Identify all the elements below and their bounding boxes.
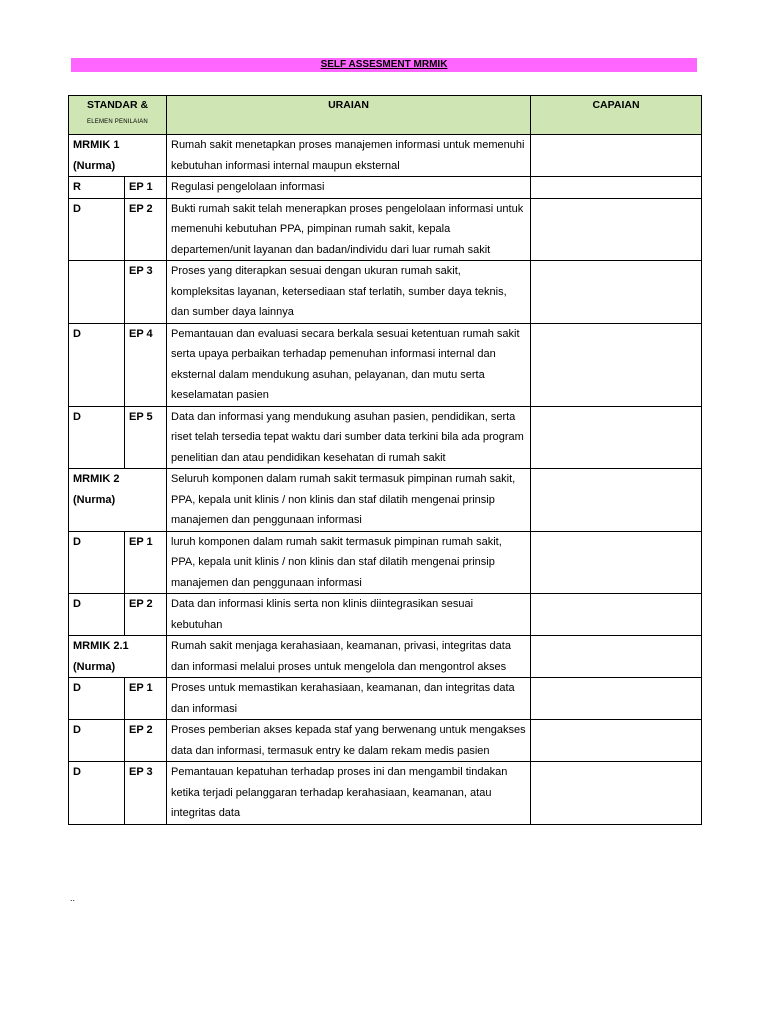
category-cell: R [69, 177, 125, 199]
standard-code: MRMIK 2.1 [73, 640, 129, 652]
capaian-cell[interactable] [531, 678, 702, 720]
standard-code: MRMIK 1 [73, 139, 120, 151]
uraian-cell: Proses untuk memastikan kerahasiaan, keamanan, dan integritas data dan informasi [167, 678, 531, 720]
capaian-cell[interactable] [531, 177, 702, 199]
header-standar-label: STANDAR & [86, 99, 149, 111]
capaian-cell[interactable] [531, 198, 702, 261]
ep-cell: EP 2 [125, 720, 167, 762]
category-cell: D [69, 720, 125, 762]
header-standar-sub: ELEMEN PENILAIAN [87, 119, 148, 125]
standard-row [69, 135, 702, 177]
element-row [69, 261, 702, 324]
category-cell: D [69, 531, 125, 594]
element-row [69, 177, 702, 199]
standard-code-cell [69, 469, 167, 532]
standard-assignee: (Nurma) [73, 159, 116, 172]
standard-code-cell [69, 135, 167, 177]
uraian-cell: Data dan informasi klinis serta non klinis diintegrasikan sesuai kebutuhan [167, 594, 531, 636]
trailing-mark: .. [70, 893, 76, 903]
standard-assignee: (Nurma) [73, 660, 116, 673]
category-cell: D [69, 406, 125, 469]
ep-cell: EP 1 [125, 678, 167, 720]
category-cell: D [69, 594, 125, 636]
category-cell: D [69, 678, 125, 720]
capaian-cell[interactable] [531, 469, 702, 532]
capaian-cell[interactable] [531, 323, 702, 406]
uraian-cell: Proses pemberian akses kepada staf yang berwenang untuk mengakses data dan informasi, termasuk entry ke dalam rekam medis pasien [167, 720, 531, 762]
document-title: SELF ASSESMENT MRMIK [71, 58, 697, 72]
capaian-cell[interactable] [531, 636, 702, 678]
table-header-row [69, 96, 702, 135]
category-cell: D [69, 323, 125, 406]
standard-code-cell [69, 636, 167, 678]
element-row [69, 720, 702, 762]
ep-cell: EP 3 [125, 261, 167, 324]
ep-cell: EP 1 [125, 531, 167, 594]
standard-code: MRMIK 2 [73, 473, 120, 485]
element-row [69, 198, 702, 261]
capaian-cell[interactable] [531, 720, 702, 762]
uraian-cell: luruh komponen dalam rumah sakit termasuk pimpinan rumah sakit, PPA, kepala unit klinis / non klinis dan staf dilatih mengenai prinsip manajemen dan penggunaan informasi [167, 531, 531, 594]
header-capaian: CAPAIAN [531, 96, 702, 135]
ep-cell: EP 5 [125, 406, 167, 469]
uraian-cell: Seluruh komponen dalam rumah sakit termasuk pimpinan rumah sakit, PPA, kepala unit klinis / non klinis dan staf dilatih mengenai prinsip manajemen dan penggunaan informasi [167, 469, 531, 532]
uraian-cell: Pemantauan dan evaluasi secara berkala sesuai ketentuan rumah sakit serta upaya perbaikan terhadap pemenuhan informasi internal dan eksternal dalam mendukung asuhan, pelayanan, dan mutu serta keselamatan pasien [167, 323, 531, 406]
capaian-cell[interactable] [531, 406, 702, 469]
capaian-cell[interactable] [531, 594, 702, 636]
category-cell: D [69, 762, 125, 825]
capaian-cell[interactable] [531, 531, 702, 594]
element-row [69, 531, 702, 594]
standard-row [69, 469, 702, 532]
category-cell [69, 261, 125, 324]
uraian-cell: Pemantauan kepatuhan terhadap proses ini dan mengambil tindakan ketika terjadi pelanggaran terhadap kerahasiaan, keamanan, atau integritas data [167, 762, 531, 825]
element-row [69, 323, 702, 406]
uraian-cell: Data dan informasi yang mendukung asuhan pasien, pendidikan, serta riset telah tersedia tepat waktu dari sumber data terkini bila ada program penelitian dan atau pendidikan kesehatan di rumah sakit [167, 406, 531, 469]
capaian-cell[interactable] [531, 762, 702, 825]
ep-cell: EP 2 [125, 594, 167, 636]
ep-cell: EP 2 [125, 198, 167, 261]
uraian-cell: Regulasi pengelolaan informasi [167, 177, 531, 199]
ep-cell: EP 3 [125, 762, 167, 825]
uraian-cell: Rumah sakit menetapkan proses manajemen informasi untuk memenuhi kebutuhan informasi internal maupun eksternal [167, 135, 531, 177]
uraian-cell: Rumah sakit menjaga kerahasiaan, keamanan, privasi, integritas data dan informasi melalui proses untuk mengelola dan mengontrol akses [167, 636, 531, 678]
header-uraian: URAIAN [167, 96, 531, 135]
self-assessment-table [68, 95, 702, 825]
standard-assignee: (Nurma) [73, 493, 116, 506]
element-row [69, 406, 702, 469]
uraian-cell: Proses yang diterapkan sesuai dengan ukuran rumah sakit, kompleksitas layanan, ketersediaan staf terlatih, sumber daya teknis, dan sumber daya lainnya [167, 261, 531, 324]
element-row [69, 678, 702, 720]
ep-cell: EP 4 [125, 323, 167, 406]
capaian-cell[interactable] [531, 135, 702, 177]
standard-row [69, 636, 702, 678]
element-row [69, 594, 702, 636]
capaian-cell[interactable] [531, 261, 702, 324]
element-row [69, 762, 702, 825]
uraian-cell: Bukti rumah sakit telah menerapkan proses pengelolaan informasi untuk memenuhi kebutuhan PPA, pimpinan rumah sakit, kepala departemen/unit layanan dan badan/individu dari luar rumah sakit [167, 198, 531, 261]
header-standar [69, 96, 167, 135]
ep-cell: EP 1 [125, 177, 167, 199]
category-cell: D [69, 198, 125, 261]
